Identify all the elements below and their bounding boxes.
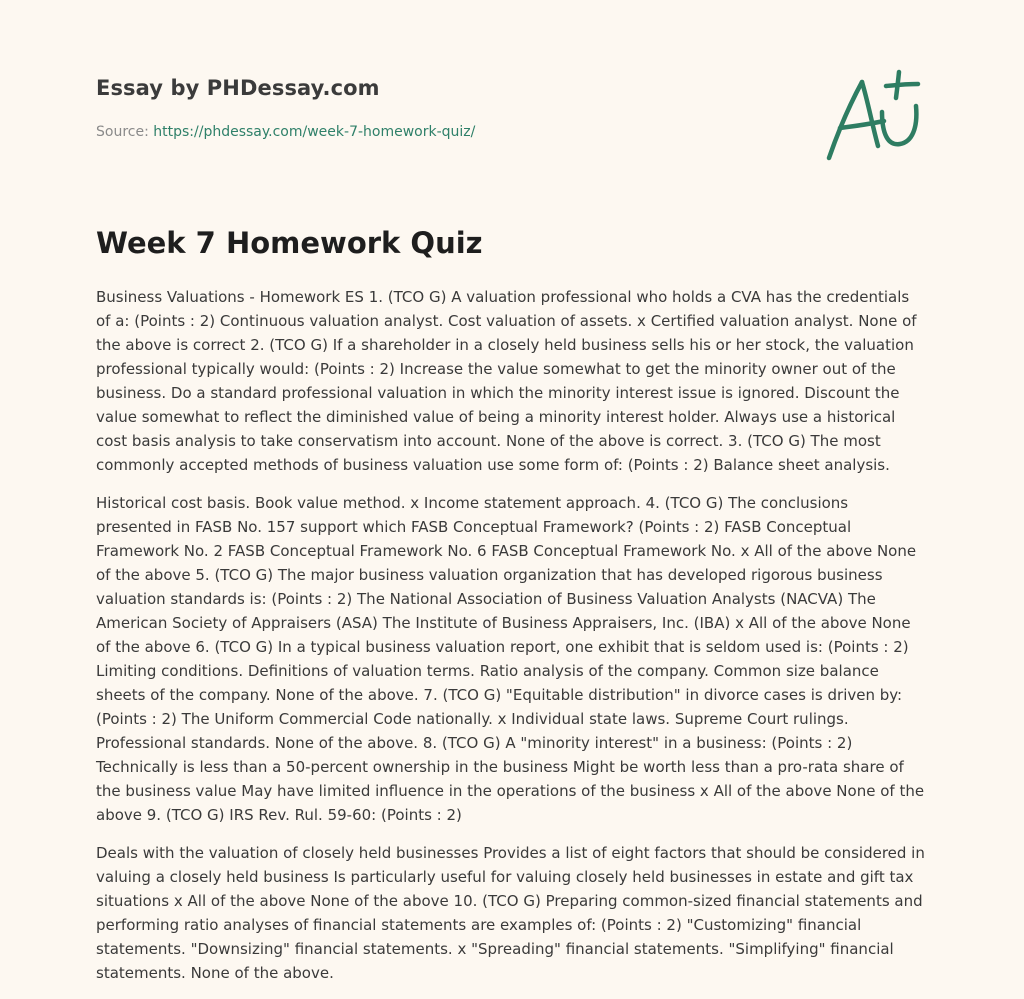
- essay-body: [96, 285, 928, 999]
- source-line: [96, 124, 475, 140]
- source-label: Source:: [96, 124, 154, 140]
- essay-paragraph: Deals with the valuation of closely held businesses Provides a list of eight factors that should be considered in valuing a closely held business Is particularly useful for valuing closely held businesses in estate and gift tax situations x All of the above None of the above 10. (TCO G) Preparing common-sized financial statements and performing ratio analyses of financial statements are examples of: (Points : 2) "Customizing" financial statements. "Downsizing" financial statements. x "Spreading" financial statements. "Simplifying" financial statements. None of the above.: [96, 844, 925, 982]
- site-brand: Essay by PHDessay.com: [96, 76, 380, 100]
- a-plus-logo-icon: [822, 66, 930, 164]
- page-title: Week 7 Homework Quiz: [96, 226, 483, 260]
- source-link[interactable]: https://phdessay.com/week-7-homework-quiz/: [153, 124, 476, 140]
- essay-paragraph: Business Valuations - Homework ES 1. (TCO G) A valuation professional who holds a CVA has the credentials of a: (Points : 2) Continuous valuation analyst. Cost valuation of assets. x Certified valuation analyst. None of the above is correct 2. (TCO G) If a shareholder in a closely held business sells his or her stock, the valuation professional typically would: (Points : 2) Increase the value somewhat to get the minority owner out of the business. Do a standard professional valuation in which the minority interest issue is ignored. Discount the value somewhat to reflect the diminished value of being a minority interest holder. Always use a historical cost basis analysis to take conservatism into account. None of the above is correct. 3. (TCO G) The most commonly accepted methods of business valuation use some form of: (Points : 2) Balance sheet analysis.: [96, 288, 917, 474]
- essay-paragraph: Historical cost basis. Book value method. x Income statement approach. 4. (TCO G) The conclusions presented in FASB No. 157 support which FASB Conceptual Framework? (Points : 2) FASB Conceptual Framework No. 2 FASB Conceptual Framework No. 6 FASB Conceptual Framework No. x All of the above None of the above 5. (TCO G) The major business valuation organization that has developed rigorous business valuation standards is: (Points : 2) The National Association of Business Valuation Analysts (NACVA) The American Society of Appraisers (ASA) The Institute of Business Appraisers, Inc. (IBA) x All of the above None of the above 6. (TCO G) In a typical business valuation report, one exhibit that is seldom used is: (Points : 2) Limiting conditions. Definitions of valuation terms. Ratio analysis of the company. Common size balance sheets of the company. None of the above. 7. (TCO G) "Equitable distribution" in divorce cases is driven by: (Points : 2) The Uniform Commercial Code nationally. x Individual state laws. Supreme Court rulings. Professional standards. None of the above. 8. (TCO G) A "minority interest" in a business: (Points : 2) Technically is less than a 50-percent ownership in the business Might be worth less than a pro-rata share of the business value May have limited influence in the operations of the business x All of the above None of the above 9. (TCO G) IRS Rev. Rul. 59-60: (Points : 2): [96, 494, 925, 824]
